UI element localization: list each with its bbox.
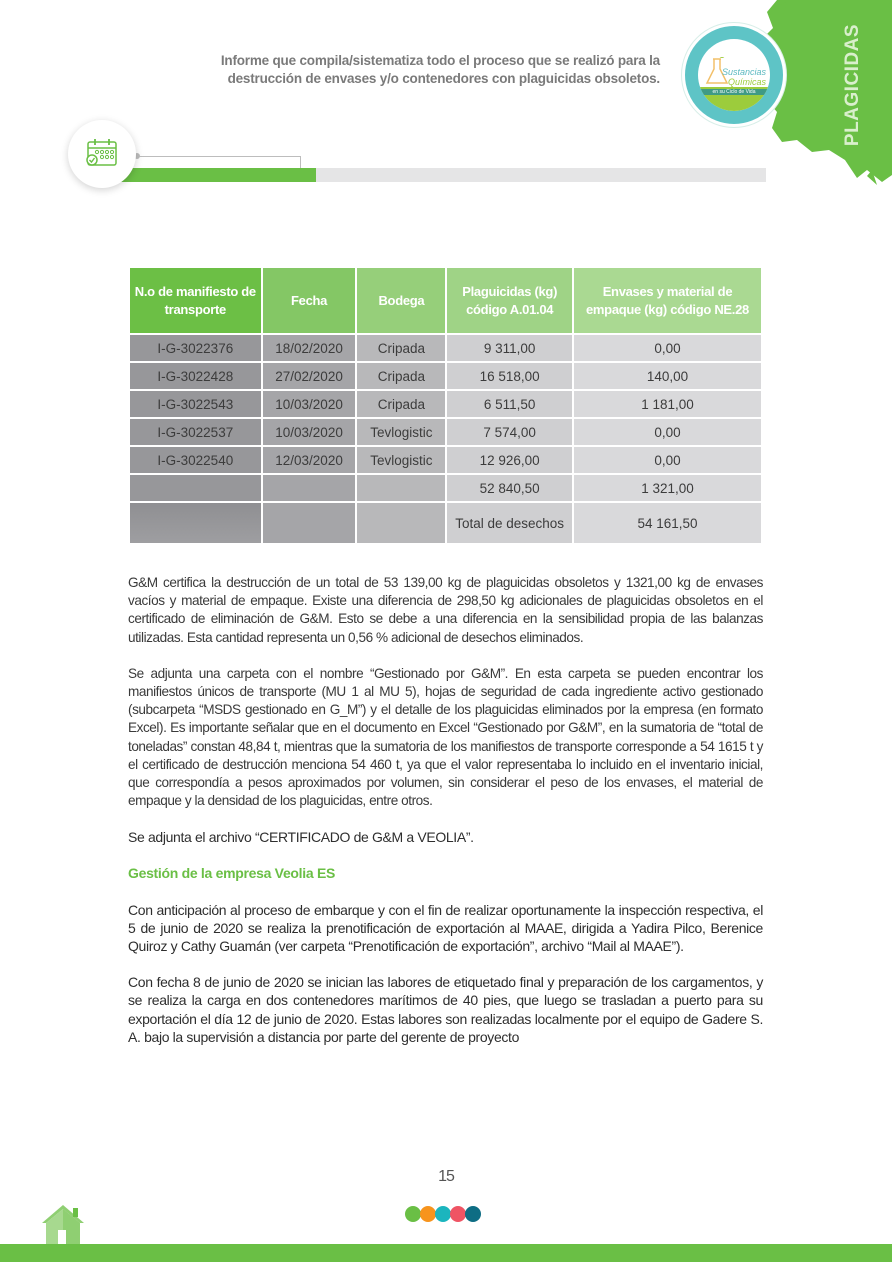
seal-title-1: Sustancias — [721, 67, 766, 77]
calendar-check-icon — [68, 120, 136, 188]
cell-packaging: 1 181,00 — [573, 390, 762, 418]
cell-empty — [129, 502, 262, 544]
cell-empty — [356, 474, 446, 502]
cell-warehouse: Cripada — [356, 362, 446, 390]
cell-empty — [262, 474, 357, 502]
cell-date: 27/02/2020 — [262, 362, 357, 390]
cell-pesticides: 12 926,00 — [446, 446, 573, 474]
manifest-table — [128, 266, 763, 545]
cell-date: 10/03/2020 — [262, 390, 357, 418]
footer-bar — [0, 1244, 892, 1262]
cell-subtotal-pesticides: 52 840,50 — [446, 474, 573, 502]
dot-red — [450, 1206, 466, 1222]
seal-title-2: Químicas — [727, 77, 766, 87]
cell-empty — [262, 502, 357, 544]
cell-empty — [356, 502, 446, 544]
table-subtotal-row — [129, 474, 762, 502]
cell-warehouse: Cripada — [356, 334, 446, 362]
dot-orange — [420, 1206, 436, 1222]
sustancias-quimicas-seal — [682, 23, 786, 127]
seal-subtitle: en su Ciclo de Vida — [698, 89, 770, 95]
table-row — [129, 334, 762, 362]
cell-packaging: 0,00 — [573, 334, 762, 362]
cell-empty — [129, 474, 262, 502]
document-body — [128, 574, 763, 1064]
cell-pesticides: 16 518,00 — [446, 362, 573, 390]
document-header — [200, 52, 660, 88]
cell-packaging: 0,00 — [573, 446, 762, 474]
dot-green — [405, 1206, 421, 1222]
col-header-packaging: Envases y material de empaque (kg) código NE.28 — [573, 267, 762, 334]
table-total-row — [129, 502, 762, 544]
cell-manifest: I-G-3022543 — [129, 390, 262, 418]
paragraph-shipment: Con fecha 8 de junio de 2020 se inician las labores de etiquetado final y preparación de los cargamentos, y se realiza la carga en dos contenedores marítimos de 40 pies, que luego se trasladan a puerto para su exportación el día 12 de junio de 2020. Estas labores son realizadas localmente por el equipo de Gadere S. A. bajo la supervisión a distancia por parte del gerente de proyecto — [128, 974, 763, 1045]
cell-warehouse: Cripada — [356, 390, 446, 418]
cell-pesticides: 6 511,50 — [446, 390, 573, 418]
page-number: 15 — [438, 1168, 454, 1185]
cell-warehouse: Tevlogistic — [356, 418, 446, 446]
cell-date: 10/03/2020 — [262, 418, 357, 446]
dot-dark-teal — [465, 1206, 481, 1222]
cell-pesticides: 9 311,00 — [446, 334, 573, 362]
col-header-warehouse: Bodega — [356, 267, 446, 334]
table-row — [129, 362, 762, 390]
header-line-2: destrucción de envases y/o contenedores con plaguicidas obsoletos. — [227, 71, 660, 86]
paragraph-prenotification: Con anticipación al proceso de embarque y con el fin de realizar oportunamente la inspección respectiva, el 5 de junio de 2020 se realiza la prenotificación de exportación al MAAE, dirigida a Yadira Pilco, Berenice Quiroz y Cathy Guamán (ver carpeta “Prenotificación de exportación”, archivo “Mail al MAAE”). — [128, 901, 763, 955]
cell-packaging: 0,00 — [573, 418, 762, 446]
paragraph-certificate: G&M certifica la destrucción de un total de 53 139,00 kg de plaguicidas obsoletos y 1321,00 kg de envases vacíos y material de empaque. Existe una diferencia de 298,50 kg adicionales de plaguicidas obsoletos en el certificado de eliminación de G&M. Esto se debe a una diferencia en la sensibilidad propia de las balanzas utilizadas. Esta cantidad representa un 0,56 % adicional de desechos eliminados. — [128, 575, 763, 645]
cell-manifest: I-G-3022428 — [129, 362, 262, 390]
table-header-row — [129, 267, 762, 334]
cell-date: 18/02/2020 — [262, 334, 357, 362]
col-header-manifest: N.o de manifiesto de transporte — [129, 267, 262, 334]
section-side-label — [838, 23, 868, 147]
calendar-icon-graphic — [85, 138, 119, 170]
cell-manifest: I-G-3022537 — [129, 418, 262, 446]
cell-total-value: 54 161,50 — [573, 502, 762, 544]
col-header-date: Fecha — [262, 267, 357, 334]
color-dots — [405, 1206, 480, 1222]
cell-warehouse: Tevlogistic — [356, 446, 446, 474]
side-label-text: PLAGICIDAS — [842, 23, 863, 147]
cell-date: 12/03/2020 — [262, 446, 357, 474]
cell-subtotal-packaging: 1 321,00 — [573, 474, 762, 502]
table-row — [129, 418, 762, 446]
paragraph-attachment: Se adjunta el archivo “CERTIFICADO de G&M a VEOLIA”. — [128, 829, 474, 846]
progress-bar-filled — [120, 168, 316, 182]
table-row — [129, 446, 762, 474]
cell-manifest: I-G-3022376 — [129, 334, 262, 362]
cell-total-label: Total de desechos — [446, 502, 573, 544]
paragraph-folder: Se adjunta una carpeta con el nombre “Gestionado por G&M”. En esta carpeta se pueden encontrar los manifiestos únicos de transporte (MU 1 al MU 5), hojas de seguridad de cada ingrediente activo gestionado (subcarpeta “MSDS gestionado en G_M”) y el detalle de los plaguicidas eliminados por la empresa (en formato Excel). Es importante señalar que en el documento en Excel “Gestionado por G&M”, en la sumatoria de “total de toneladas” constan 48,84 t, mientras que la sumatoria de los manifiestos de transporte corresponde a 54 1615 t y el certificado de destrucción menciona 54 460 t, ya que el valor representaba lo incluido en el inventario inicial, que correspondía a pesos aproximados por volumen, sin considerar el peso de los envases, el material de empaque y la densidad de los plaguicidas, entre otros. — [128, 665, 763, 809]
cell-manifest: I-G-3022540 — [129, 446, 262, 474]
progress-bar-track — [316, 168, 766, 182]
section-bracket-line — [136, 156, 301, 168]
cell-pesticides: 7 574,00 — [446, 418, 573, 446]
col-header-pesticides: Plaguicidas (kg) código A.01.04 — [446, 267, 573, 334]
header-line-1: Informe que compila/sistematiza todo el proceso que se realizó para la — [220, 53, 660, 68]
cell-packaging: 140,00 — [573, 362, 762, 390]
home-icon[interactable] — [40, 1205, 86, 1245]
table-row — [129, 390, 762, 418]
section-heading: Gestión de la empresa Veolia ES — [128, 864, 336, 881]
dot-teal — [435, 1206, 451, 1222]
